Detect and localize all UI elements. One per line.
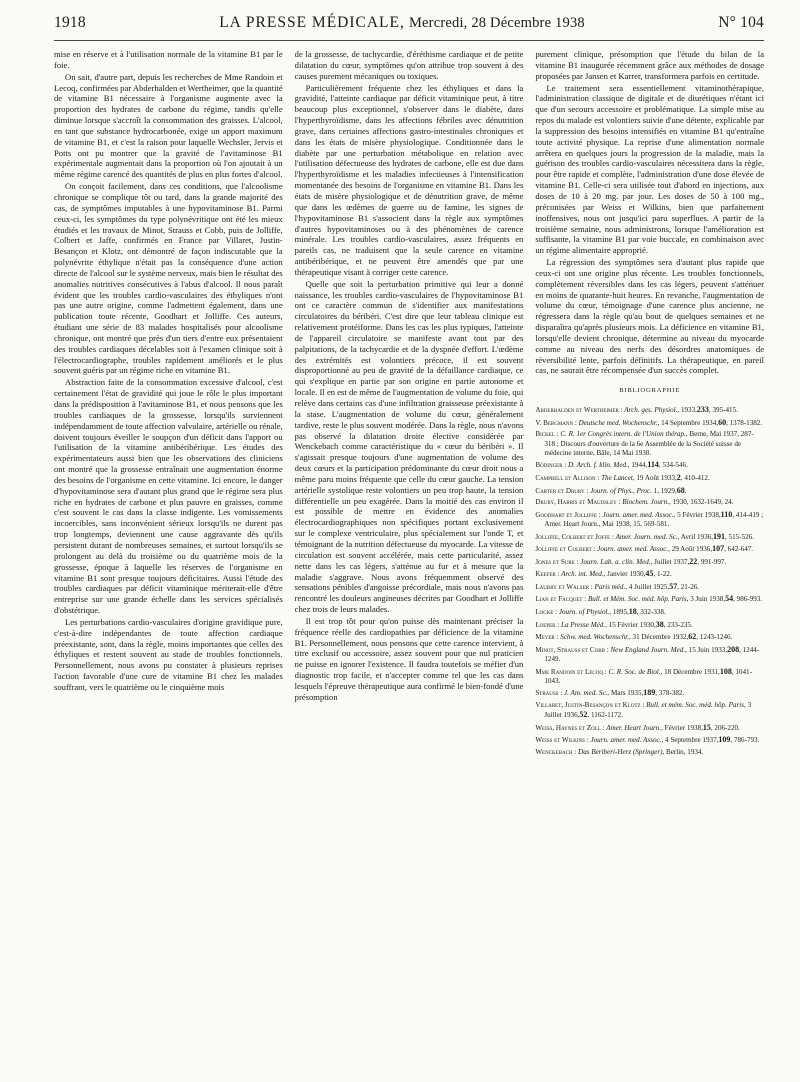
reference-authors: Carter et Drury : [535, 486, 589, 495]
column-3 [535, 49, 764, 760]
reference-vol: 62 [688, 632, 697, 642]
reference-pre: 1895, [611, 608, 629, 617]
reference-source: Biochem. Journ., [620, 498, 671, 507]
column-2 [295, 49, 524, 760]
bibliography-entry [535, 430, 764, 458]
reference-vol: 2 [676, 472, 681, 482]
journal-name: LA PRESSE MÉDICALE, [219, 14, 405, 31]
reference-source: Arch. int. Med., [559, 570, 606, 579]
reference-source: Journ. amer. med. Assoc., [595, 545, 670, 554]
bibliography-entry [535, 645, 764, 664]
reference-pre: 18 Décembre 1931, [662, 667, 720, 676]
reference-authors: Weiss et Wilkins : [535, 736, 589, 745]
reference-authors: Bödinger : [535, 461, 567, 470]
bibliography-heading: BIBLIOGRAPHIE [619, 387, 681, 395]
reference-pre: Berne, Mai 1937, 287-318 ; Discours d'ouverture de la 6e Assemblée de la Société suisse de médecine interne, Bâle, 14 Mai 1938. [544, 430, 754, 457]
bibliography-list [535, 405, 764, 757]
bibliography-entry [535, 594, 764, 604]
paragraph: Les perturbations cardio-vasculaires d'origine gravidique pure, c'est-à-dire indépendantes de toute affection cardiaque préexistante, sont, dans la règle, moins importantes que celles des éthyliques et restent souvent au stade de troubles fonctionnels. Personnellement, nous avons pu constater à plusieurs reprises l'action favorable d'une cure de vitamine B1 chez les malades souffrant, vers le quatrième ou le cinquième mois [54, 616, 283, 692]
reference-vol: 22 [689, 556, 698, 566]
reference-vol: 107 [712, 544, 725, 554]
paragraph: Quelle que soit la perturbation primitive qui leur a donné naissance, les troubles cardio-vasculaires de l'hypovitaminose B1 ont ce caractère commun de s'identifier aux manifestations circulatoires du béribéri. C'est dire que leur tableau clinique est relativement protéiforme. Dans les cas les plus typiques, l'atteinte de l'appareil circulatoire se manifeste avant tout par des palpitations, de la tachycardie et de la dyspnée d'effort. L'œdème des extrémités est volontiers précoce, il est souvent disproportionné au peu de gravité de la défaillance cardiaque, ce qui s'explique en partie par son origine en partie autonome et locale. Il en est de même de l'augmentation de volume du foie, qui relève dans certains cas d'une infiltration graisseuse préexistante à la stase. L'augmentation de volume du cœur, généralement tardive, reste le plus souvent modérée. Dans la règle, nous n'avons pas observé la dilatation droite élective considérée par Wenckebach comme caractéristique du « cœur du béribéri ». Il s'agissait presque toujours d'une augmentation de volume des deux cœurs et la participation prédominante du cœur droit nous a même paru moins fréquente que celle du cœur gauche. La tension artérielle systolique reste volontiers un peu trop haute, la tension différentielle un peu exagérée. Dans la moitié des cas environ il est possible de mettre en évidence des anomalies électrocardiographiques non spécifiques portant exclusivement sur le complexe ventriculaire, plus spécialement sur l'onde T, et témoignant de la nutrition défectueuse du myocarde. La vitesse de circulation est souvent accélérée, mais cette particularité, assez nette dans les cas légers, s'atténue au fur et à mesure que la maladie s'aggrave. Nous avons fréquemment observé des sensations pénibles d'angoisse précordiale, mais nous n'avons pas rencontré les douleurs angineuses décrites par Goodhart et Jolliffe chez trois de leurs malades. [294, 278, 524, 615]
reference-post: , 534-546. [658, 461, 688, 470]
reference-post: , 395-415. [708, 406, 738, 415]
reference-authors: Weiss, Haynes et Zoll : [535, 723, 605, 732]
paragraph: La régression des symptômes sera d'autant plus rapide que ceux-ci ont une origine plus récente. Les troubles fonctionnels, complètement réversibles dans les cas légers, peuvent s'atténuer en moins de quarante-huit heures. En revanche, l'augmentation de volume du cœur, témoignage d'une carence plus ancienne, ne régressera dans la règle qu'au bout de quelques semaines et ne disparaîtra qu'après plusieurs mois. La déficience en vitamine B1, lorsqu'elle devient chronique, détermine au niveau du myocarde comme au niveau des nerfs des désordres anatomiques de réversibilité lente, parfois définitifs. La thérapeutique, en pareil cas, ne saurait être récompensée d'un succès complet. [535, 257, 765, 376]
reference-pre: 15 Février 1930, [606, 620, 656, 629]
reference-vol: 52 [579, 710, 588, 720]
reference-pre: 4 Septembre 1937, [663, 736, 719, 745]
reference-pre: 31 Décembre 1932, [630, 633, 689, 642]
reference-source: Journ. of Phys., Proc. [588, 486, 652, 495]
reference-authors: Lian et Facquet : [535, 595, 587, 604]
issue-date: Mercredi, 28 Décembre 1938 [408, 15, 585, 31]
bibliography-entry [535, 735, 764, 745]
reference-authors: Drury, Harris et Maudsley : [535, 498, 621, 507]
reference-source: Das Beriberi-Herz (Springer), [576, 748, 665, 757]
reference-pre: 1933, [679, 406, 697, 415]
bibliography-entry [535, 569, 764, 579]
reference-authors: Jolliffe et Colbert : [535, 545, 596, 554]
reference-post: , 1041-1043. [544, 667, 752, 685]
reference-source: C. R. Soc. de Biol., [606, 667, 663, 676]
bibliography-entry [535, 532, 764, 542]
bibliography-entry [535, 460, 764, 470]
reference-pre: 5 Février 1938, [675, 510, 721, 519]
paragraph: Particulièrement fréquente chez les éthyliques et dans la gravidité, l'atteinte cardiaque par déficit vitaminique peut, à titre beaucoup plus exceptionnel, s'observer dans le diabète, dans l'hyperthyroïdisme, dans les affections fébriles avec dénutrition grave, dans certaines affections gastro-intestinales chroniques et dans les états de misère physiologique. Conditionnée dans le diabète par une perturbation métabolique en relation avec l'utilisation défectueuse des hydrates de carbone, elle est due dans l'hyperthyroïdisme et les maladies infectieuses à l'intensification momentanée des besoins de l'organisme en vitamine B1. Dans les états de misère physiologique et de dénutrition grave, de même que dans les œdèmes de guerre ou de famine, les signes de l'hypovitaminose B1 s'associent dans la règle aux symptômes d'autres hypovitaminoses ou à des phénomènes de carence minérale. Les troubles cardio-vasculaires, assez fréquents en pareils cas, ne traduisent que la seule carence en vitamine antibéribérique, et ne peuvent être amendés que par une thérapeutique visant à corriger cette carence. [294, 82, 524, 277]
bibliography-entry [535, 473, 764, 483]
bibliography-entry [535, 498, 764, 507]
reference-source: Journ. Lab. a. clin. Med., [578, 557, 653, 566]
reference-pre: 1, 1929, [651, 486, 677, 495]
bibliography-entry [535, 418, 764, 428]
reference-vol: 68 [676, 485, 685, 495]
reference-authors: Minot, Strauss et Cobb : [535, 645, 609, 654]
reference-authors: V. Bergmann : [535, 418, 577, 427]
bibliography-entry [535, 748, 764, 757]
reference-source: Bull. et mém. Soc. méd. hôp. Paris, [644, 701, 746, 710]
bibliography-entry [535, 405, 764, 415]
reference-post: , 986-993. [733, 595, 763, 604]
reference-authors: Goodhart et Jolliffe : [535, 510, 601, 519]
reference-post: , 378-382. [655, 689, 685, 698]
reference-source: Bull. et Mém. Soc. méd. hôp. Paris, [586, 595, 689, 604]
issue-number: N° 104 [718, 14, 764, 31]
page-year: 1918 [54, 14, 86, 31]
bibliography-entry [535, 667, 764, 686]
reference-pre: 1944, [629, 461, 648, 470]
paragraph: Le traitement sera essentiellement vitaminothérapique, l'administration classique de digitale et de diurétiques n'étant ici que d'un secours accessoire et problématique. La simple mise au repos du malade est volontiers suivie d'une détente, explicable par la suppression des besoins intensifiés en vitamine B1 qu'entraîne toute activité physique. La reprise d'une alimentation normale arrêtera en quelques jours la progression de la maladie, mais la guérison des troubles cardio-vasculaires nécessitera dans la règle, pour être rapide et complète, l'administration d'une dose élevée de vitamine B1. Celle-ci sera utilisée tout d'abord en injections, aux doses de 10 à 20 mg. par jour. Les doses de 50 à 100 mg., préconisées par Weiss et Wilkins, bien que parfaitement inoffensives, nous ont jusqu'ici paru superflues. A partir de la troisième semaine, nous administrons, lorsque l'amélioration est suffisante, la vitamine B1 par voie buccale, en combinaison avec un régime alimentaire approprié. [535, 82, 765, 256]
reference-post: , 414-419 ; Amer. Heart Journ., Mai 1938, 15, 569-581. [544, 510, 764, 528]
bibliography-entry [535, 544, 764, 554]
reference-source: New England Journ. Med., [608, 645, 687, 654]
reference-authors: Bickel : [535, 430, 559, 439]
reference-authors: Wenckebach : [535, 748, 577, 757]
reference-source: The Lancet, [599, 473, 635, 482]
reference-post: , 332-338. [636, 608, 666, 617]
reference-vol: 38 [655, 619, 664, 629]
reference-source: C. R. 1er Congrès intern. de l'Union thérap., [558, 430, 688, 439]
reference-post: . [684, 486, 687, 495]
reference-post: , 1378-1382. [726, 418, 763, 427]
reference-source: Deutsche med. Wochenschr., [576, 418, 660, 427]
header-rule [54, 40, 764, 41]
reference-vol: 109 [718, 735, 731, 745]
masthead [86, 14, 718, 32]
bibliography-entry [535, 688, 764, 698]
reference-post: , 410-412. [680, 473, 710, 482]
reference-pre: Juillet 1937, [652, 557, 690, 566]
reference-source: Amer. Journ. med. Sc., [613, 532, 680, 541]
reference-vol: 191 [712, 531, 725, 541]
paragraph: purement clinique, présomption que l'étude du bilan de la vitamine B1 inaugurée récemment grâce aux méthodes de dosage proposées par Jansen et Karrer, transformera parfois en certitude. [535, 49, 765, 81]
reference-source: Amer. Heart Journ., [604, 723, 663, 732]
reference-vol: 54 [725, 594, 734, 604]
bibliography-entry [535, 607, 764, 617]
paragraph: mise en réserve et à l'utilisation normale de la vitamine B1 par le foie. [54, 49, 283, 70]
reference-vol: 60 [718, 417, 727, 427]
bibliography-entry [535, 557, 764, 567]
reference-source: D. Arch. f. klin. Med., [566, 461, 630, 470]
reference-pre: 29 Août 1936, [669, 545, 713, 554]
reference-post: , 233-235. [663, 620, 693, 629]
reference-post: , 21-26. [677, 582, 700, 591]
reference-pre: 15 Juin 1933, [686, 645, 728, 654]
reference-post: , 1244-1249. [544, 645, 760, 664]
reference-pre: 19 Août 1933, [634, 473, 677, 482]
column-1 [54, 49, 283, 760]
article-columns [54, 49, 764, 760]
reference-post: , 991-997. [697, 557, 727, 566]
reference-vol: 233 [696, 405, 709, 415]
bibliography-entry [535, 620, 764, 630]
paragraph: On sait, d'autre part, depuis les recherches de Mme Randoin et Lecoq, confirmées par Abderhalden et Wertheimer, que la quantité de vitamine B1 nécessaire à l'organisme augmente avec la proportion des hydrates de carbone du régime, tandis qu'elle diminue lorsque s'accroît la consommation des graisses. L'alcool, en tant que substance hydrocarbonée, exige un apport maximum de vitamine B1, et c'est la raison pour laquelle Wechsler, Jervis et Potts ont pu montrer que la gravité de l'avitaminose B1 expérimentale augmentait dans la proportion où l'on ajoutait à un même régime carencé des quantités de plus en plus fortes d'alcool. [54, 71, 283, 180]
reference-authors: Laubry et Walser : [535, 582, 593, 591]
paragraph: Il est trop tôt pour qu'on puisse dès maintenant préciser la fréquence réelle des cardiopathies par déficience de la vitamine B1. Personnellement, nous pensons que cette carence intervient, à titre exclusif ou accessoire, assez souvent pour que nul praticien ne puisse en ignorer l'existence. Il faudra toutefois se méfier d'un diagnostic trop facile, et n'accepter comme tel que les cas dans lesquels l'épreuve thérapeutique aura confirmé le bien-fondé d'une présomption [294, 615, 524, 702]
reference-source: J. Am. med. Sc., [562, 689, 610, 698]
reference-authors: Abderhalden et Wertheimer : [535, 406, 623, 415]
bibliography-entry [535, 486, 764, 496]
reference-pre: 3 Juin 1938, [688, 595, 726, 604]
reference-vol: 57 [669, 581, 678, 591]
reference-vol: 189 [643, 688, 656, 698]
reference-authors: Jolliffe, Colbert et Joffe : [535, 532, 614, 541]
paragraph: On conçoit facilement, dans ces conditions, que l'alcoolisme chronique se complique tôt ou tard, dans la grande majorité des cas, de symptômes imputables à une hypovitaminose B1. Parmi ceux-ci, les symptômes du type polynévritique ont été les mieux étudiés et les travaux de Minot, Strauss et Cobb, puis de Jolliffe, Colbert et Jaffe, confirmés en France par Villaret, Justin-Besançon et Klotz, ont démontré de façon indiscutable que la polynévrite éthylique n'était pas la conséquence d'une action directe de l'alcool sur le système nerveux, mais bien le résultat des anomalies nutritives consécutives à l'abus d'alcool. Il nous paraît évident que les troubles cardio-vasculaires des éthyliques n'ont pas une autre origine, comme l'admettent également, dans une publication toute récente, Goodhart et Jolliffe. Ces auteurs, étudiant une série de 83 malades hospitalisés pour alcoolisme chronique, ont montré que près d'un tiers d'entre eux présentaient des troubles cardiaques décelables soit à l'examen clinique soit à l'électrocardiographe, troubles rapidement améliorés et le plus souvent guéris par un régime riche en vitamine B1. [54, 181, 283, 376]
reference-authors: Loeper : [535, 620, 560, 629]
reference-pre: 4 Juillet 1925, [627, 582, 670, 591]
bibliography-entry [535, 723, 764, 733]
reference-source: Journ. amer. med. Assoc., [588, 736, 664, 745]
reference-pre: 14 Septembre 1934, [659, 418, 719, 427]
reference-post: , 515-526. [724, 532, 754, 541]
bibliography-entry [535, 632, 764, 642]
reference-post: , 1-22. [653, 570, 672, 579]
reference-vol: 208 [727, 644, 740, 654]
reference-authors: Villaret, Justin-Besançon et Klotz : [535, 701, 645, 710]
reference-pre: Janvier 1930, [605, 570, 646, 579]
reference-source: Arch. ges. Physiol., [622, 406, 680, 415]
reference-authors: Campbell et Allison : [535, 473, 600, 482]
page-header [54, 14, 764, 36]
reference-authors: Meyer : [535, 633, 559, 642]
reference-post: , 642-647. [724, 545, 754, 554]
reference-post: , 1162-1172. [587, 711, 623, 720]
reference-source: La Presse Méd., [559, 620, 607, 629]
reference-authors: Locke : [535, 608, 558, 617]
reference-vol: 18 [628, 607, 637, 617]
reference-vol: 108 [719, 666, 732, 676]
reference-authors: Jones et Sure : [535, 557, 579, 566]
reference-authors: Keefer : [535, 570, 560, 579]
bibliography-entry [535, 582, 764, 592]
reference-post: 1632-1649, 24. [688, 498, 734, 507]
bibliography-entry [535, 701, 764, 720]
reference-pre: 1930, [670, 498, 689, 507]
reference-authors: Mme Randoin et Lecoq : [535, 667, 607, 676]
column-3-text [535, 49, 764, 376]
reference-vol: 15 [702, 722, 711, 732]
reference-post: , 786-793. [730, 736, 760, 745]
reference-source: Schw. med. Wochenschr., [558, 633, 631, 642]
paragraph: de la grossesse, de tachycardie, d'éréthisme cardiaque et de petite dilatation du cœur, symptômes qu'on attribue trop souvent à des causes purement mécaniques ou toxiques. [294, 49, 524, 81]
paragraph: Abstraction faite de la consommation excessive d'alcool, c'est certainement l'état de gravidité qui joue le rôle le plus important dans la prédisposition à l'avitaminose B1, et nous pensons que les troubles cardiaques de la grossesse, lorsqu'ils surviennent indépendamment de toute affection valvulaire, artérielle ou rénale, doivent toujours éveiller le soupçon d'un déficit dans l'apport ou l'utilisation de la vitamine antibéribérique. Les études des expérimentateurs aussi bien que les observations des cliniciens ont montré que la grossesse entraînait une augmentation énorme des besoins de l'organisme en cette vitamine. Ici encore, le danger d'hypovitaminose sera d'autant plus grand que le régime sera plus riche en hydrates de carbone et plus pauvre en graisses, comme c'est souvent le cas dans la classe indigente. Les vomissements incoercibles, sans inconvénient sérieux lorsqu'ils ne durent pas trop longtemps, deviennent une cause aggravante dès qu'ils persistent durant de nombreuses semaines, et surtout lorsqu'ils se prolongent au delà du troisième ou du quatrième mois de la grossesse, époque à laquelle les réserves de l'organisme en vitamine B1 sont presque toujours déficitaires. Aussi l'étude des troubles cardiaques par déficit vitaminique mériterait-elle d'être entreprise sur une grande échelle dans les services spécialisés d'obstétrique. [54, 377, 283, 616]
reference-pre: Avril 1936, [679, 532, 713, 541]
reference-pre: Berlin, 1934. [664, 748, 704, 757]
reference-post: , 206-220. [710, 723, 740, 732]
reference-pre: Mars 1935, [609, 689, 644, 698]
reference-source: Paris méd., [592, 582, 628, 591]
reference-source: Journ. amer. med. Assoc., [600, 510, 676, 519]
reference-pre: Février 1938, [662, 723, 703, 732]
reference-post: , 1243-1246. [696, 633, 733, 642]
reference-authors: Strauss : [535, 689, 563, 698]
bibliography-entry [535, 510, 764, 529]
reference-vol: 110 [720, 509, 733, 519]
reference-pre: 3 Juillet 1936, [544, 701, 752, 720]
reference-vol: 114 [647, 460, 659, 470]
reference-source: Journ. of Physiol., [557, 608, 612, 617]
reference-vol: 45 [645, 569, 654, 579]
